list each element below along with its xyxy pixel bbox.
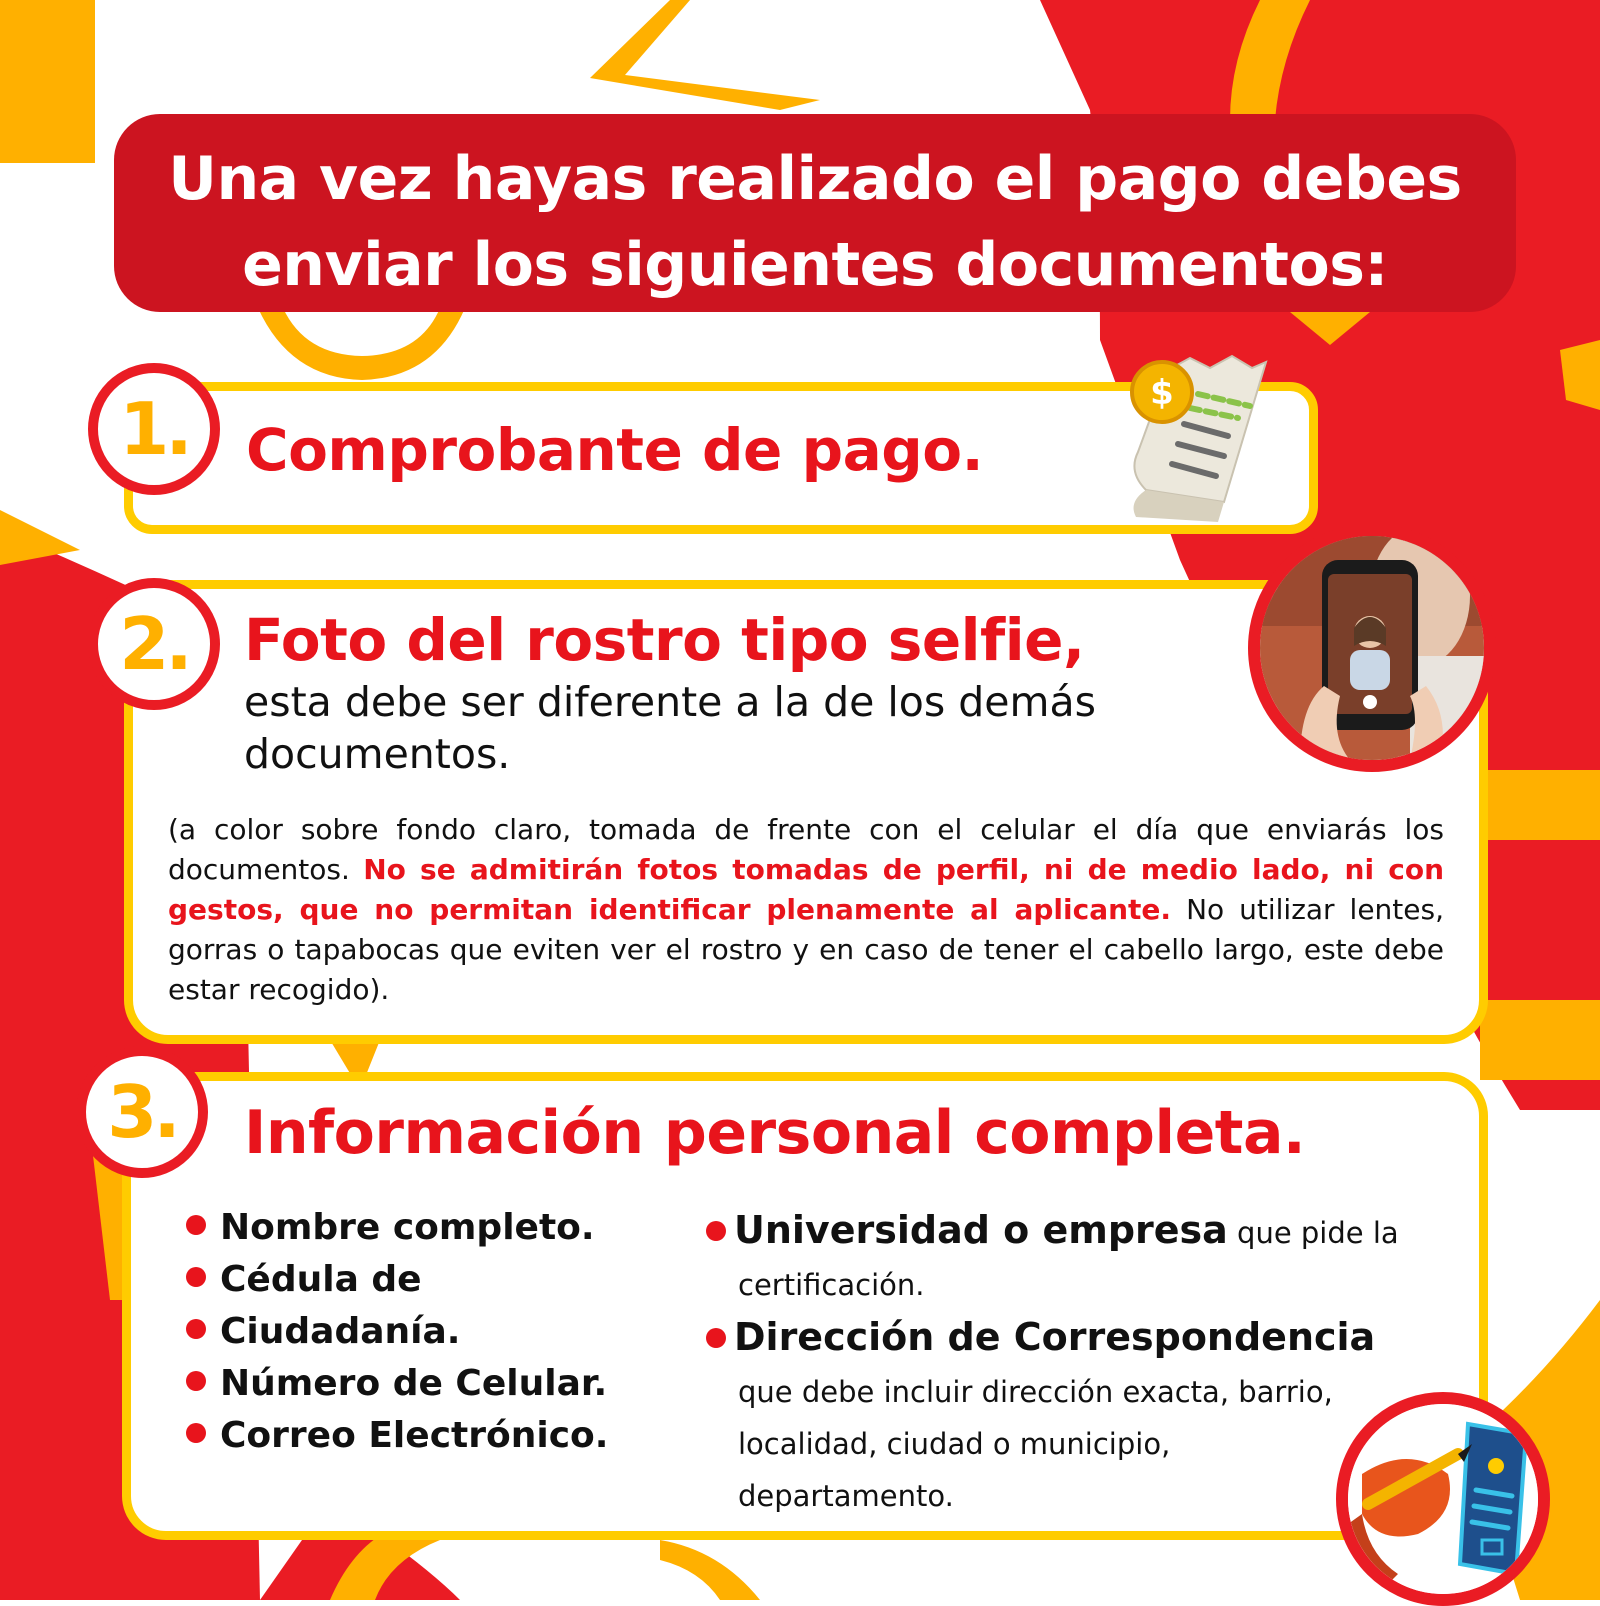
personal-info-list-right — [706, 1204, 1426, 1522]
item-1-title: Comprobante de pago. — [246, 416, 984, 484]
receipt-with-coin-icon — [1128, 352, 1278, 522]
item-2-title: Foto del rostro tipo selfie, — [244, 606, 1085, 674]
list-item: Nombre completo. — [186, 1202, 608, 1254]
item-2-note-highlight: No se admitirán fotos tomadas de perfil, ni de medio lado, ni con gestos, que no permitan identificar plenamente al aplicante. — [168, 853, 1445, 926]
svg-text:$: $ — [1150, 373, 1174, 413]
page-title — [114, 136, 1516, 308]
title-line-1: Una vez hayas realizado el pago debes — [168, 144, 1462, 214]
bullet-icon — [706, 1328, 726, 1348]
hand-writing-document-icon — [1336, 1392, 1550, 1606]
bullet-icon — [186, 1371, 206, 1391]
item-1-number: 1. — [119, 387, 189, 471]
list-item: Número de Celular. — [186, 1358, 608, 1410]
item-2-note-end: No utilizar lentes, gorras o tapabocas que eviten ver el rostro y en caso de tener el cabello largo, este debe estar recogido). — [168, 893, 1444, 1006]
bullet-icon — [186, 1215, 206, 1235]
item-2-note-start: (a color sobre fondo claro, tomada de frente con el celular el día que enviarás los documentos. — [168, 813, 1444, 886]
item-2-number: 2. — [119, 602, 189, 686]
list-item: Cédula de — [186, 1254, 608, 1306]
item-2-note — [168, 810, 1444, 1010]
bullet-icon — [706, 1221, 726, 1241]
bullet-icon — [186, 1319, 206, 1339]
item-3-number: 3. — [107, 1070, 177, 1154]
item-3-number-badge — [76, 1046, 208, 1178]
selfie-phone-photo — [1248, 524, 1496, 772]
bullet-icon — [186, 1423, 206, 1443]
personal-info-list-left — [186, 1202, 608, 1462]
item-3-title: Información personal completa. — [244, 1098, 1306, 1168]
list-item: Correo Electrónico. — [186, 1410, 608, 1462]
item-2-subtitle-line-1: esta debe ser diferente a la de los demás — [244, 678, 1096, 726]
list-item: Dirección de Correspondencia que debe incluir dirección exacta, barrio, localidad, ciudad o municipio, departamento. — [706, 1311, 1426, 1522]
list-item: Ciudadanía. — [186, 1306, 608, 1358]
item-1-number-badge — [88, 363, 220, 495]
item-2-subtitle — [244, 676, 1096, 780]
item-2-subtitle-line-2: documentos. — [244, 730, 511, 778]
list-item: Universidad o empresa que pide la certificación. — [706, 1204, 1426, 1311]
bullet-icon — [186, 1267, 206, 1287]
item-2-number-badge — [88, 578, 220, 710]
title-line-2: enviar los siguientes documentos: — [242, 230, 1388, 300]
